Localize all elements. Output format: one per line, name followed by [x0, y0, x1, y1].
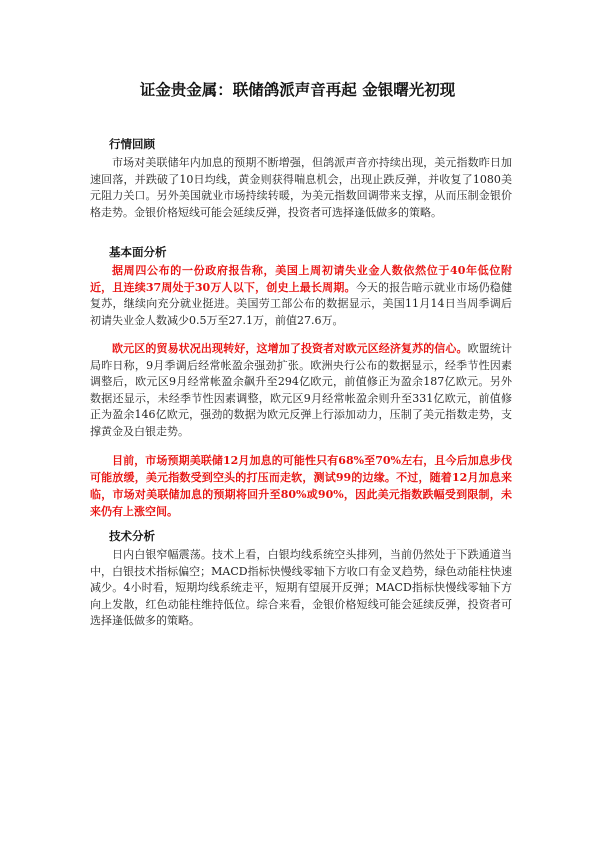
section-fundamentals: [90, 245, 512, 520]
page-title: 证金贵金属：联储鸽派声音再起 金银曙光初现: [139, 81, 456, 99]
heading-technical: 技术分析: [109, 529, 155, 543]
text-jobless-claims: 今天的报告暗示就业市场仍稳健复苏，继续向充分就业挺进。美国劳工部公布的数据显示，美国11月14日当周季调后初请失业金人数减少0.5万至27.1万，前值27.6万。: [90, 280, 512, 327]
paragraph-fed-expectation: 目前，市场预期美联储12月加息的可能性只有68%至70%左右，且今后加息步伐可能放缓，美元指数受到空头的打压而走软，测试99的边缘。不过，随着12月加息来临，市场对美联储加息的预期将回升至80%或90%，因此美元指数跌幅受到限制，未来仍有上涨空间。: [90, 454, 512, 518]
heading-market-review: 行情回顾: [109, 137, 155, 151]
paragraph-eurozone: [90, 341, 512, 440]
section-technical: [90, 529, 512, 630]
paragraph-market-review: 市场对美联储年内加息的预期不断增强，但鸽派声音亦持续出现，美元指数昨日加速回落，并跌破了10日均线，黄金则获得喘息机会，出现止跌反弹，并收复了1080美元阻力关口。另外美国就业市场持续转暖，为美元指数回调带来支撑，从而压制金银价格走势。金银价格短线可能会延续反弹，投资者可选择逢低做多的策略。: [90, 156, 512, 219]
highlight-jobless-claims: 据周四公布的一份政府报告称，美国上周初请失业金人数依然位于40年低位附近，且连续37周处于30万人以下，创史上最长周期。: [90, 264, 512, 294]
section-market-review: [90, 137, 512, 221]
highlight-eurozone: 欧元区的贸易状况出现转好，这增加了投资者对欧元区经济复苏的信心。: [112, 342, 468, 355]
paragraph-technical: 日内白银窄幅震荡。技术上看，白银均线系统空头排列，当前仍然处于下跌通道当中，白银技术指标偏空；MACD指标快慢线零轴下方收口有金叉趋势，绿色动能柱快速减少。4小时看，短期均线系统走平，短期有望展开反弹；MACD指标快慢线零轴下方向上发散，红色动能柱维持低位。综合来看，金银价格短线可能会延续反弹，投资者可选择逢低做多的策略。: [90, 548, 512, 627]
text-eurozone: 欧盟统计局昨日称，9月季调后经常帐盈余强劲扩张。欧洲央行公布的数据显示，经季节性因素调整后，欧元区9月经常帐盈余飙升至294亿欧元，前值修正为盈余187亿欧元。另外数据还显示，未经季节性因素调整，欧元区9月经常帐盈余则升至331亿欧元，前值修正为盈余146亿欧元，强劲的数据为欧元反弹上行添加动力，压制了美元指数走势，支撑黄金及白银走势。: [90, 342, 512, 438]
paragraph-jobless-claims: [90, 263, 512, 329]
heading-fundamentals: 基本面分析: [109, 245, 167, 259]
